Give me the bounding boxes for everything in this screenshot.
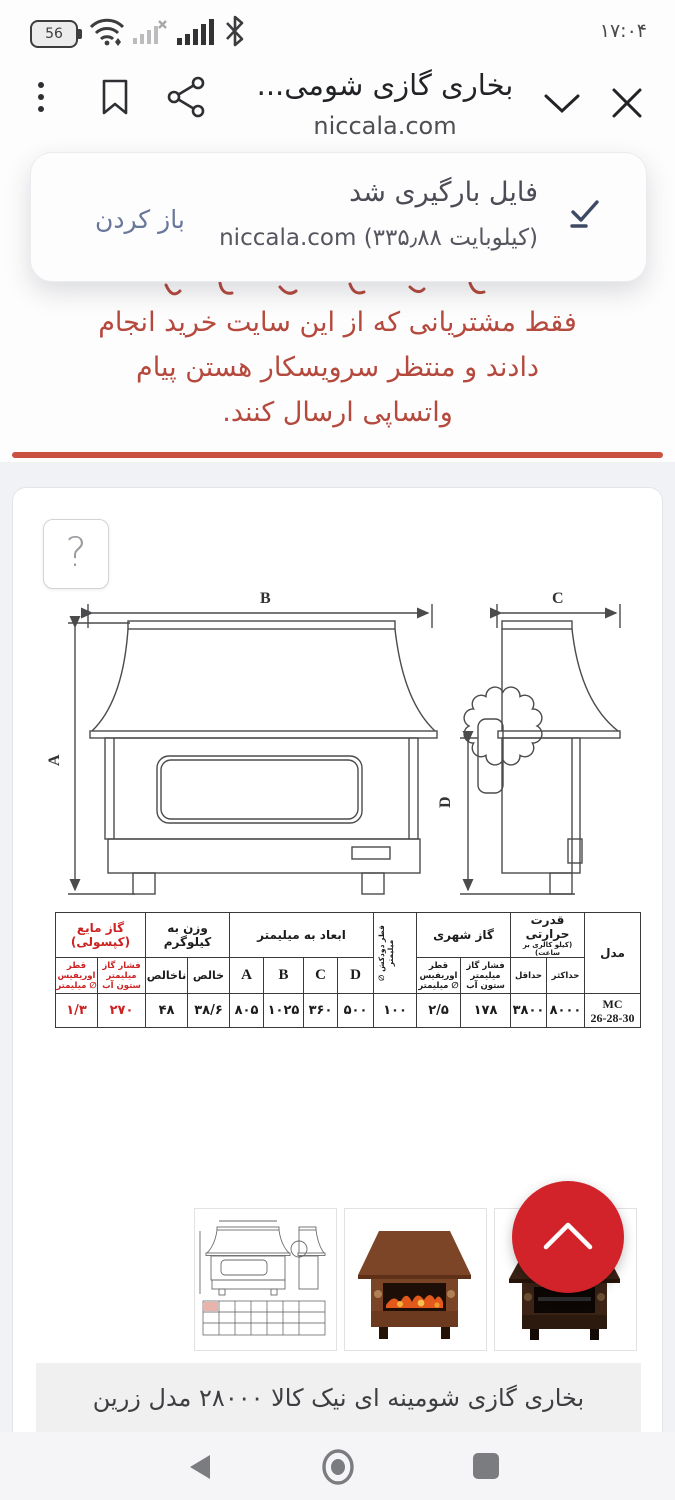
dim-d-value: ۵۰۰ xyxy=(338,994,374,1028)
download-done-icon xyxy=(568,197,602,231)
home-button[interactable] xyxy=(320,1448,356,1486)
weight-header: وزن به کیلوگرم xyxy=(146,913,230,958)
notice-line: واتساپی ارسال کنند. xyxy=(222,397,453,428)
android-nav-bar xyxy=(0,1432,675,1500)
lpg-orifice-label: قطر اوریفیس ∅ میلیمتر xyxy=(56,958,98,994)
power-max-value: ۸۰۰۰ xyxy=(547,994,585,1028)
notice-line: دادند و منتظر سرویسکار هستن پیام xyxy=(136,352,539,383)
chevron-up-icon xyxy=(540,1215,596,1255)
bookmark-icon[interactable] xyxy=(100,78,130,116)
thumbnail-technical-drawing[interactable] xyxy=(194,1208,337,1351)
power-min-value: ۳۸۰۰ xyxy=(511,994,547,1028)
back-button[interactable] xyxy=(188,1454,212,1480)
clipped-text-remnant xyxy=(160,281,520,299)
signal-no-sim-icon xyxy=(132,18,168,46)
lpg-header: گاز مایع (کپسولی) xyxy=(56,913,146,958)
page-subtitle: niccala.com xyxy=(313,112,457,140)
lpg-pressure-value: ۲۷۰ xyxy=(98,994,146,1028)
net-value: ۳۸/۶ xyxy=(188,994,230,1028)
signal-full-icon xyxy=(176,16,216,46)
chimney-value: ۱۰۰ xyxy=(374,994,417,1028)
col-c: C xyxy=(304,958,338,994)
power-min-label: حداقل xyxy=(511,958,547,994)
dim-label-a: A xyxy=(46,754,63,766)
notice-line: فقط مشتریانی که از این سایت خرید انجام xyxy=(98,307,577,338)
city-pressure-label: فشار گاز میلیمتر ستون آب xyxy=(461,958,511,994)
dim-a-value: ۸۰۵ xyxy=(230,994,264,1028)
dim-c-value: ۳۶۰ xyxy=(304,994,338,1028)
wifi-icon xyxy=(88,16,126,48)
technical-drawing xyxy=(35,576,640,906)
close-icon[interactable] xyxy=(610,86,644,120)
dim-label-c: C xyxy=(552,590,564,607)
overflow-menu-icon[interactable] xyxy=(38,82,46,118)
bluetooth-icon xyxy=(224,14,246,48)
col-a: A xyxy=(230,958,264,994)
col-d: D xyxy=(338,958,374,994)
city-pressure-value: ۱۷۸ xyxy=(461,994,511,1028)
net-label: خالص xyxy=(188,958,230,994)
open-file-button[interactable]: باز کردن xyxy=(95,205,185,234)
dim-label-d: D xyxy=(437,796,454,808)
help-button[interactable]: ? xyxy=(43,519,109,589)
col-b: B xyxy=(264,958,304,994)
city-gas-header: گاز شهری xyxy=(417,913,511,958)
title-block xyxy=(230,68,540,140)
gross-label: ناخالص xyxy=(146,958,188,994)
red-divider xyxy=(12,452,663,458)
city-orifice-value: ۲/۵ xyxy=(417,994,461,1028)
lpg-pressure-label: فشار گاز میلیمتر ستون آب xyxy=(98,958,146,994)
recents-button[interactable] xyxy=(472,1452,500,1480)
lpg-orifice-value: ۱/۳ xyxy=(56,994,98,1028)
model-value: MC 26-28-30 xyxy=(585,994,641,1028)
status-bar xyxy=(0,0,675,60)
app-bar xyxy=(0,60,675,152)
notice-paragraph xyxy=(0,300,675,435)
chimney-header: قطر دودکش ∅ میلیمتر xyxy=(374,913,417,994)
product-caption: بخاری گازی شومینه ای نیک کالا ۲۸۰۰۰ مدل زرین xyxy=(36,1363,641,1433)
page-title: بخاری گازی شومی... xyxy=(256,68,514,102)
dims-header: ابعاد به میلیمتر xyxy=(230,913,374,958)
thumbnail-brown-fireplace[interactable] xyxy=(344,1208,487,1351)
city-orifice-label: قطر اوریفیس ∅ میلیمتر xyxy=(417,958,461,994)
share-icon[interactable] xyxy=(166,76,206,118)
dim-b-value: ۱۰۲۵ xyxy=(264,994,304,1028)
gross-value: ۴۸ xyxy=(146,994,188,1028)
toast-title: فایل بارگیری شد xyxy=(349,177,538,208)
download-toast[interactable] xyxy=(30,152,647,282)
scroll-to-top-button[interactable] xyxy=(512,1181,624,1293)
model-header: مدل xyxy=(585,913,641,994)
power-header: قدرت حرارتی (کیلو کالری بر ساعت) xyxy=(511,913,585,958)
toast-source: niccala.com (۳۳۵٫۸۸ کیلوبایت) xyxy=(219,225,538,251)
clock: ۱۷:۰۴ xyxy=(599,20,647,42)
dim-label-b: B xyxy=(260,590,271,607)
product-image-card xyxy=(12,487,663,1442)
chevron-down-icon[interactable] xyxy=(543,92,581,116)
spec-table xyxy=(55,912,641,1028)
battery-icon: 56 xyxy=(30,20,78,48)
power-max-label: حداکثر xyxy=(547,958,585,994)
